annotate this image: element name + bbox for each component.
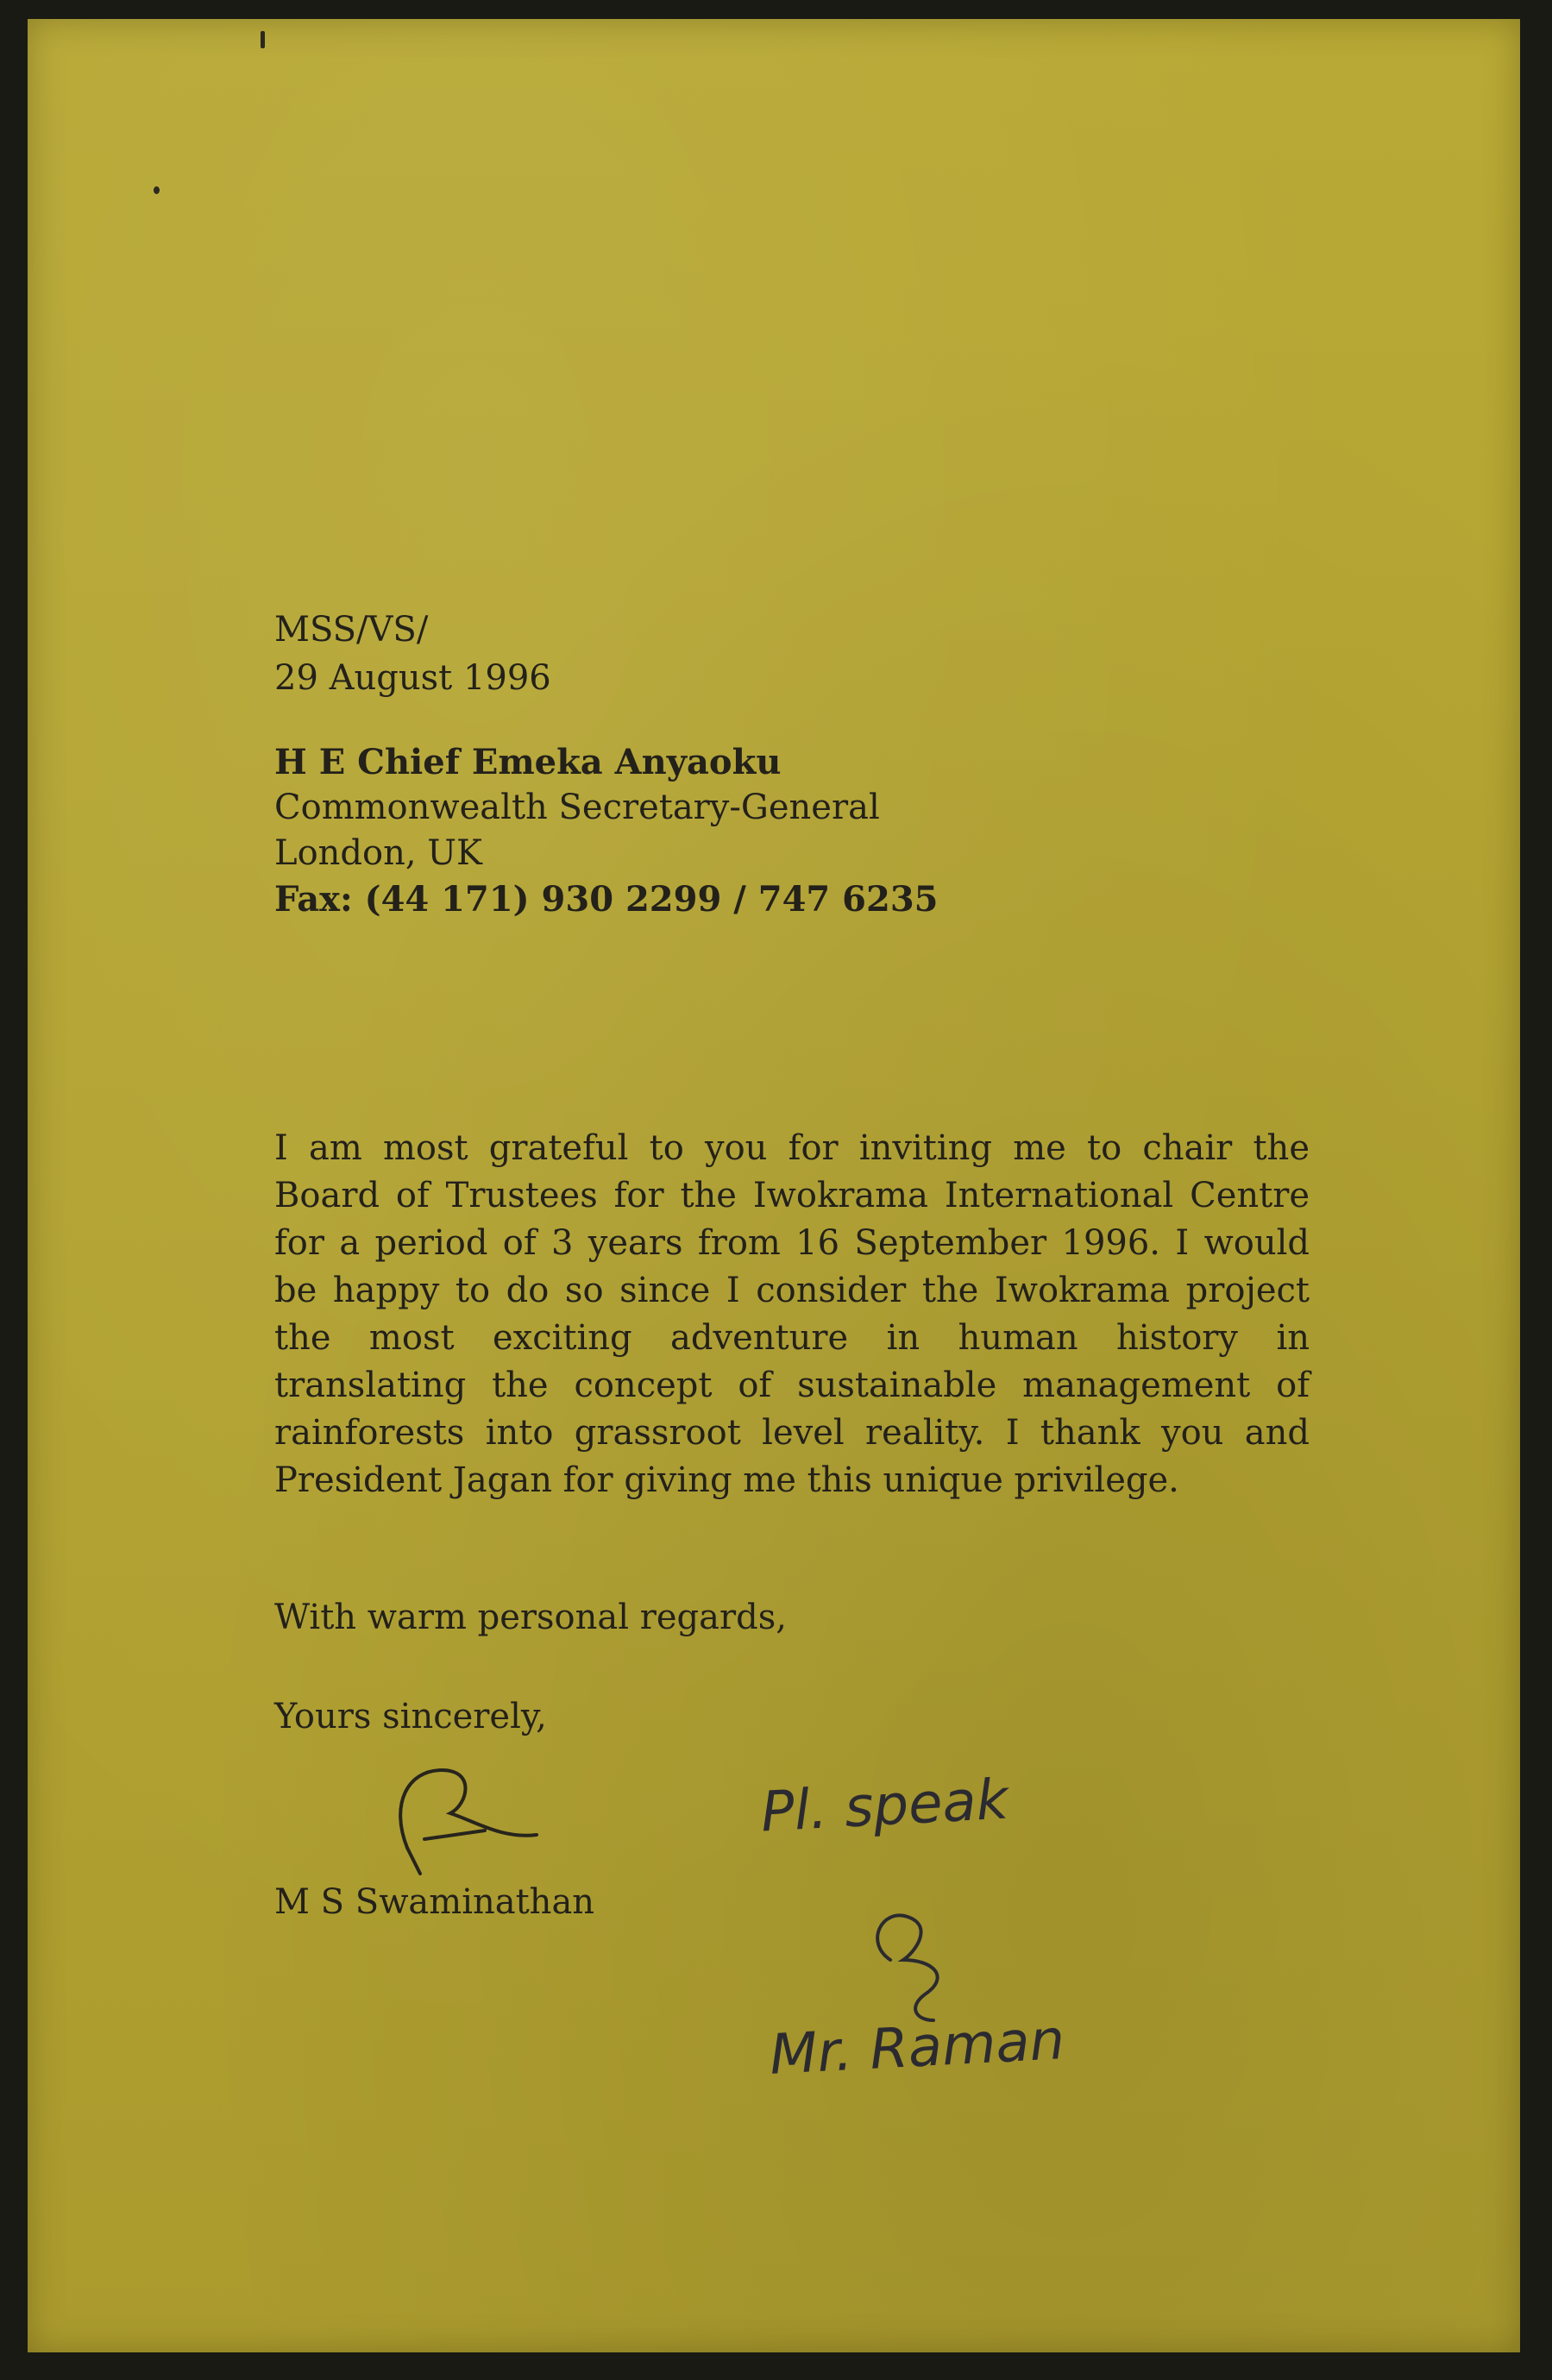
recipient-fax: Fax: (44 171) 930 2299 / 747 6235 bbox=[274, 879, 939, 920]
handwritten-note-1: Pl. speak bbox=[759, 1768, 1010, 1845]
initials-mark bbox=[856, 1900, 977, 2029]
recipient-name: H E Chief Emeka Anyaoku bbox=[274, 742, 782, 782]
paper-mark bbox=[261, 31, 265, 48]
signature-mark bbox=[373, 1753, 562, 1882]
recipient-address bbox=[274, 739, 1310, 922]
closing-line: Yours sincerely, bbox=[274, 1697, 547, 1736]
letter-date: 29 August 1996 bbox=[274, 658, 551, 698]
regards-line: With warm personal regards, bbox=[274, 1598, 787, 1637]
recipient-location: London, UK bbox=[274, 833, 482, 873]
reference-code: MSS/VS/ bbox=[274, 610, 429, 650]
recipient-title: Commonwealth Secretary-General bbox=[274, 788, 880, 827]
handwritten-note-2: Mr. Raman bbox=[768, 2008, 1066, 2088]
letter-body: I am most grateful to you for inviting me to chair the Board of Trustees for the Iwokrama International Centre for a period of 3 years from 16 September 1996. I would be happy to do so since I consider the Iwokrama project the most exciting adventure in human history in translating the concept of sustainable management of rainforests into grassroot level reality. I thank you and President Jagan for giving me this unique privilege. bbox=[274, 1128, 1310, 1500]
letter-sheet bbox=[28, 19, 1520, 2352]
paper-mark bbox=[154, 186, 160, 194]
signatory-name: M S Swaminathan bbox=[274, 1882, 595, 1922]
reference-block bbox=[274, 606, 1310, 702]
